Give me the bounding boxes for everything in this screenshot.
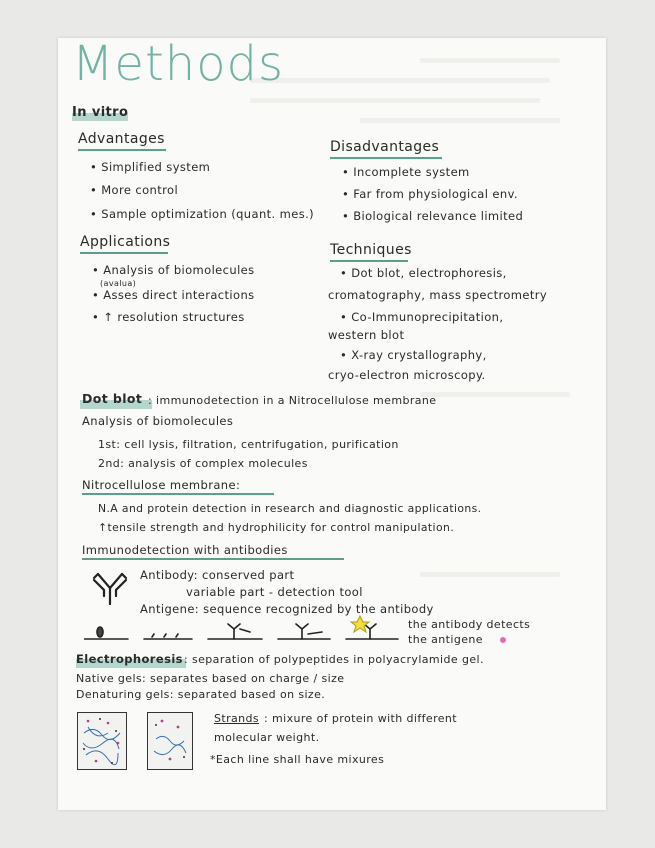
disadvantage-item: • Far from physiological env. xyxy=(342,187,518,201)
analysis-step: 1st: cell lysis, filtration, centrifugation, purification xyxy=(98,438,399,451)
detect-line: the antibody detects xyxy=(408,618,531,631)
technique-line: • Dot blot, electrophoresis, xyxy=(340,266,507,280)
advantage-item: • Sample optimization (quant. mes.) xyxy=(90,207,315,221)
antibody-icon xyxy=(90,566,130,606)
strands-label: Strands xyxy=(214,712,260,725)
electrophoresis-definition: : separation of polypeptides in polyacrylamide gel. xyxy=(184,653,484,666)
technique-line: cromatography, mass spectrometry xyxy=(328,288,548,302)
underline xyxy=(330,157,442,159)
antibody-line: Antigene: sequence recognized by the antibody xyxy=(140,602,434,616)
applications-heading: Applications xyxy=(80,234,171,250)
dot-blot-definition: : immunodetection in a Nitrocellulose membrane xyxy=(148,394,437,407)
dot-blot-sequence-diagram xyxy=(84,612,408,644)
application-item: • Asses direct interactions xyxy=(92,288,255,302)
strands-line: molecular weight. xyxy=(214,731,320,744)
bleed-through xyxy=(250,98,540,103)
detect-line: the antigene xyxy=(408,633,483,646)
underline xyxy=(330,260,408,262)
page-title: Methods xyxy=(72,36,285,92)
techniques-heading: Techniques xyxy=(330,242,412,258)
electrophoresis-heading: Electrophoresis xyxy=(76,652,183,666)
strands-note: *Each line shall have mixures xyxy=(210,753,385,766)
analysis-heading: Analysis of biomolecules xyxy=(82,414,234,428)
technique-line: western blot xyxy=(328,328,405,342)
membrane-heading: Nitrocellulose membrane: xyxy=(82,478,241,492)
bleed-through xyxy=(420,58,560,63)
advantage-item: • Simplified system xyxy=(90,160,211,174)
immunodetection-heading: Immunodetection with antibodies xyxy=(82,543,288,557)
antibody-line: Antibody: conserved part xyxy=(140,568,295,582)
membrane-line: N.A and protein detection in research and diagnostic applications. xyxy=(98,502,482,515)
underline xyxy=(82,558,344,560)
bleed-through xyxy=(420,392,570,397)
underline xyxy=(78,149,166,151)
antibody-line: variable part - detection tool xyxy=(186,585,363,599)
gel-line: Denaturing gels: separated based on size. xyxy=(76,688,326,701)
application-item: • Analysis of biomolecules xyxy=(92,263,255,277)
disadvantages-heading: Disadvantages xyxy=(330,139,440,155)
gel-line: Native gels: separates based on charge / size xyxy=(76,672,345,685)
technique-line: • Co-Immunoprecipitation, xyxy=(340,310,504,324)
bleed-through xyxy=(250,78,550,83)
analysis-step: 2nd: analysis of complex molecules xyxy=(98,457,308,470)
technique-line: cryo-electron microscopy. xyxy=(328,368,486,382)
gel-lane-box xyxy=(147,712,193,770)
advantages-heading: Advantages xyxy=(78,131,165,147)
technique-line: • X-ray crystallography, xyxy=(340,348,487,362)
dot-blot-heading: Dot blot xyxy=(82,391,143,406)
application-note: (avalua) xyxy=(100,279,137,288)
strands-line: : mixure of protein with different xyxy=(264,712,458,725)
pink-dot-icon xyxy=(500,637,506,643)
application-item: • ↑ resolution structures xyxy=(92,310,245,324)
underline xyxy=(82,493,274,495)
disadvantage-item: • Biological relevance limited xyxy=(342,209,524,223)
disadvantage-item: • Incomplete system xyxy=(342,165,470,179)
bleed-through xyxy=(360,118,560,123)
in-vitro-heading: In vitro xyxy=(72,105,129,120)
advantage-item: • More control xyxy=(90,183,179,197)
gel-sample-box xyxy=(77,712,127,770)
underline xyxy=(80,252,168,254)
membrane-line: ↑tensile strength and hydrophilicity for control manipulation. xyxy=(98,521,455,534)
bleed-through xyxy=(420,572,560,577)
